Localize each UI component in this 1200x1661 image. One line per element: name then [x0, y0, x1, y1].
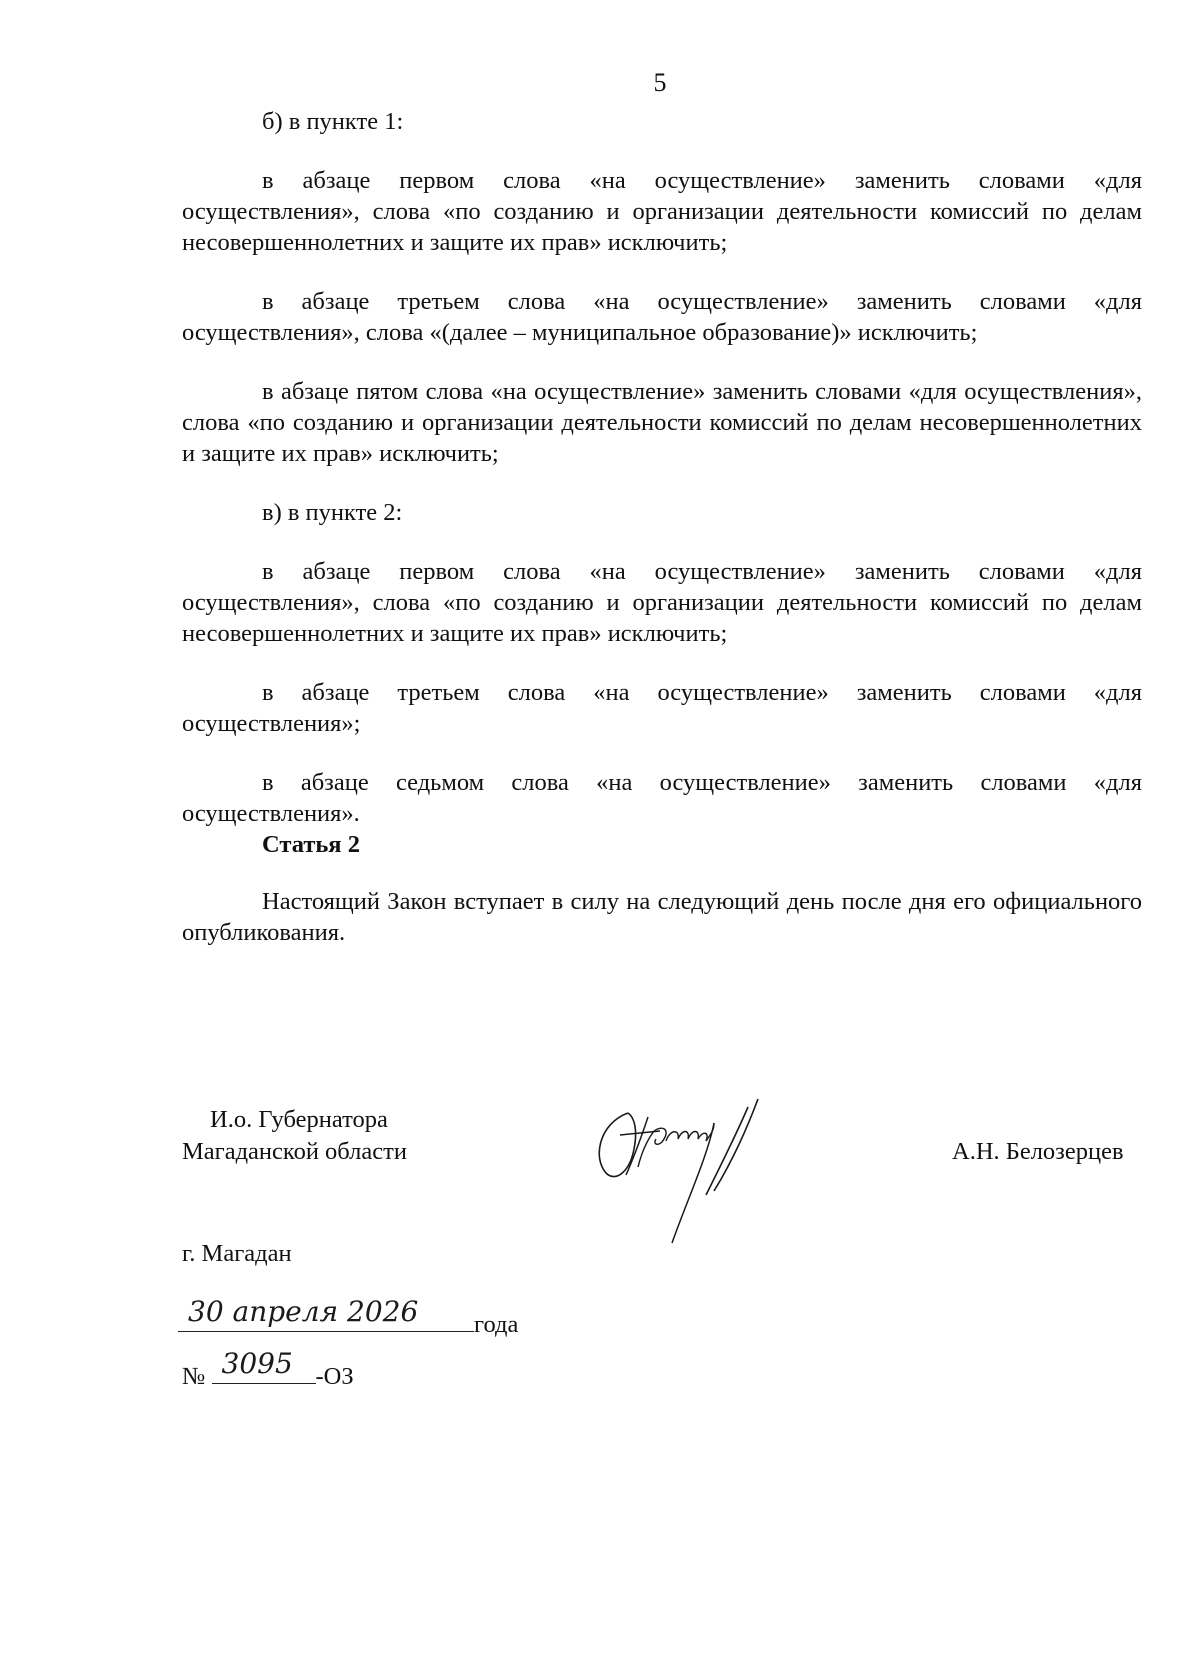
item-b-paragraph-1: в абзаце первом слова «на осуществление» заменить словами «для осуществления», слова «по созданию и организации деятельности комиссий по делам несовершеннолетних и защите их прав» исключить;: [182, 167, 1142, 256]
date-suffix: года: [474, 1311, 519, 1338]
handwritten-date: 30 апреля 2026: [188, 1295, 419, 1328]
law-number-blank: [212, 1347, 316, 1384]
handwritten-law-number: 3095: [221, 1347, 293, 1380]
article-2-text: Настоящий Закон вступает в силу на следующий день после дня его официального опубликования.: [182, 888, 1142, 946]
document-body: [182, 106, 1142, 948]
law-number: [182, 1347, 354, 1390]
signatory-position-line-2: Магаданской области: [182, 1138, 407, 1165]
article-2-title: Статья 2: [262, 831, 360, 858]
item-b-paragraph-3: в абзаце пятом слова «на осуществление» заменить словами «для осуществления», слова «по созданию и организации деятельности комиссий по делам несовершеннолетних и защите их прав» исключить;: [182, 378, 1142, 467]
date-blank: [178, 1295, 474, 1332]
item-c-paragraph-1: в абзаце первом слова «на осуществление» заменить словами «для осуществления», слова «по созданию и организации деятельности комиссий по делам несовершеннолетних и защите их прав» исключить;: [182, 558, 1142, 647]
signatory-name: А.Н. Белозерцев: [952, 1138, 1124, 1165]
signing-date: [178, 1295, 519, 1338]
handwritten-signature: [590, 1095, 790, 1245]
item-b-paragraph-2: в абзаце третьем слова «на осуществление» заменить словами «для осуществления», слова «(далее – муниципальное образование)» исключить;: [182, 288, 1142, 346]
signatory-position-line-1: И.о. Губернатора: [210, 1106, 388, 1133]
law-number-suffix: -ОЗ: [315, 1363, 354, 1390]
item-c-paragraph-2: в абзаце третьем слова «на осуществление» заменить словами «для осуществления»;: [182, 679, 1142, 737]
place-of-signing: г. Магадан: [182, 1240, 292, 1267]
item-b-heading: б) в пункте 1:: [262, 108, 404, 135]
item-c-paragraph-3: в абзаце седьмом слова «на осуществление» заменить словами «для осуществления».: [182, 769, 1142, 827]
page-number: 5: [653, 68, 667, 97]
item-c-heading: в) в пункте 2:: [262, 499, 403, 526]
law-number-prefix: №: [182, 1363, 206, 1390]
